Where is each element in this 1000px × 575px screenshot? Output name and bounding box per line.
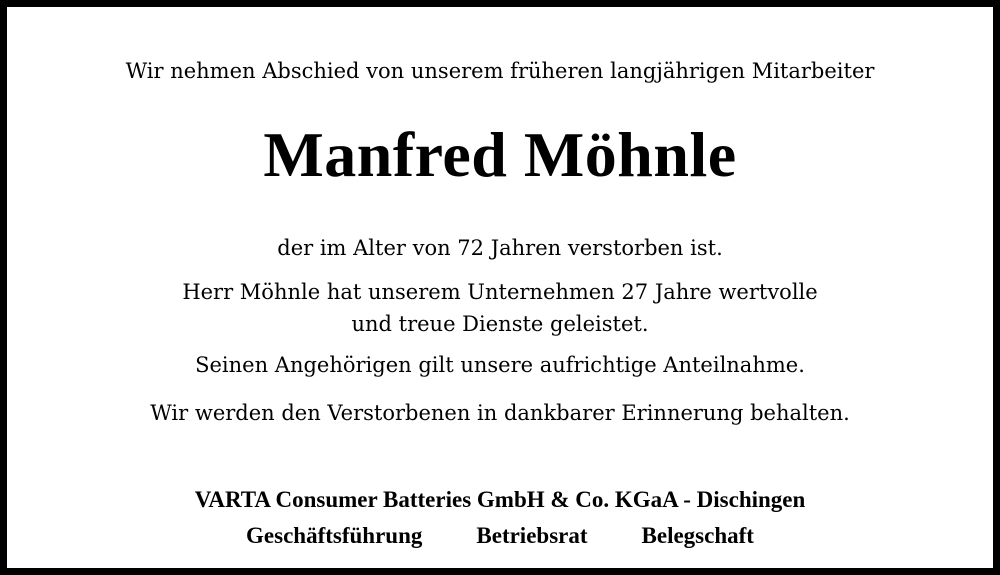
company-name: VARTA Consumer Batteries GmbH & Co. KGaA - Dischingen xyxy=(194,487,806,512)
condolence-statement: Seinen Angehörigen gilt unsere aufrichtige Anteilnahme. xyxy=(195,353,805,377)
remembrance-statement: Wir werden den Verstorbenen in dankbarer Erinnerung behalten. xyxy=(150,401,850,425)
service-statement-line-1: Herr Möhnle hat unserem Unternehmen 27 Jahre wertvolle xyxy=(182,280,818,304)
deceased-name: Manfred Möhnle xyxy=(263,119,737,190)
signer-workforce: Belegschaft xyxy=(641,523,754,548)
service-statement-line-2: und treue Dienste geleistet. xyxy=(351,312,649,336)
intro-text: Wir nehmen Abschied von unserem früheren langjährigen Mitarbeiter xyxy=(125,59,875,83)
signers-row xyxy=(7,521,993,551)
age-statement: der im Alter von 72 Jahren verstorben ist. xyxy=(277,236,723,260)
signer-management: Geschäftsführung xyxy=(246,523,423,548)
signer-works-council: Betriebsrat xyxy=(476,523,588,548)
